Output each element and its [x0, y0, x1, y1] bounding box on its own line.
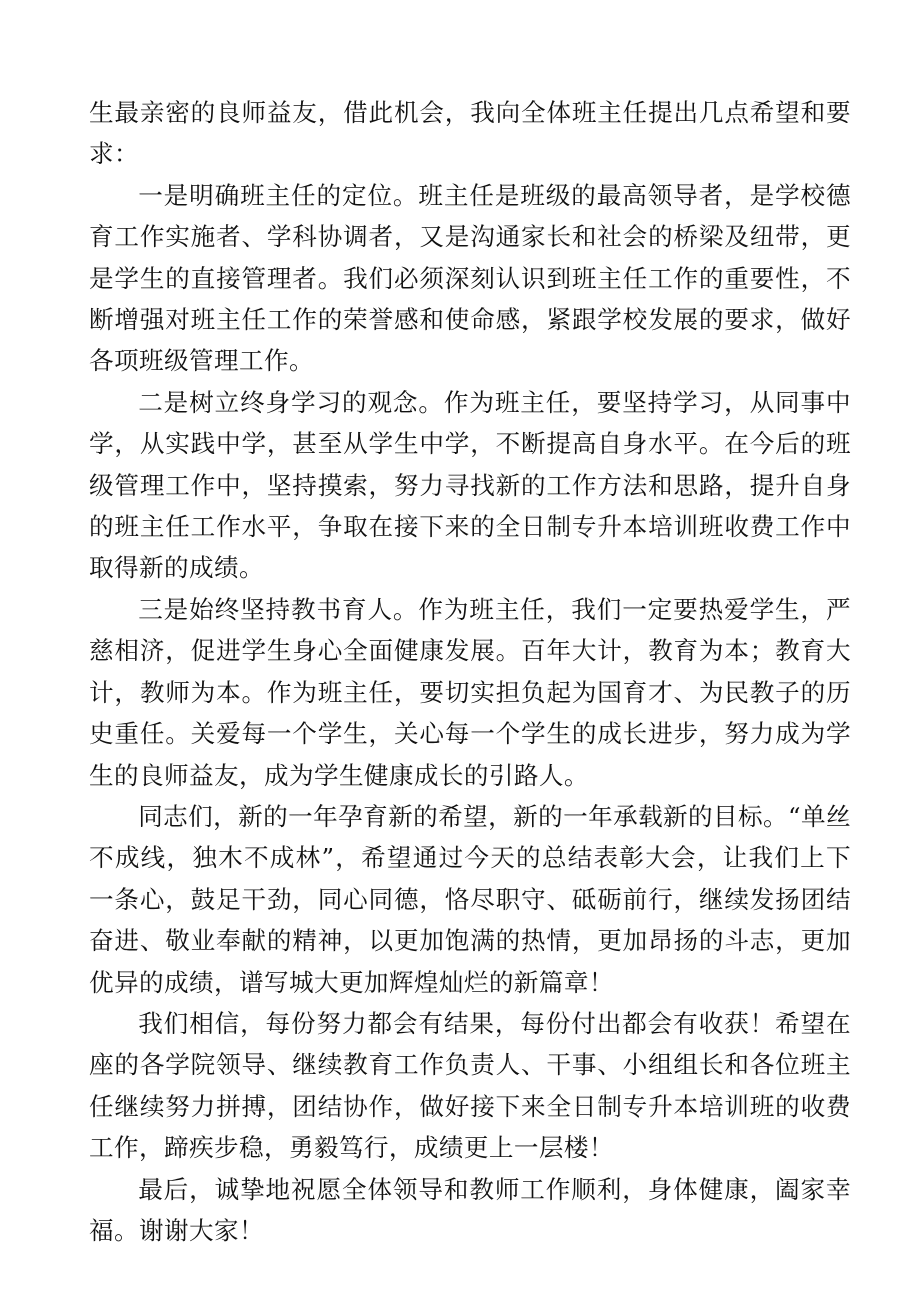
paragraph-belief: 我们相信，每份努力都会有结果，每份付出都会有收获！希望在座的各学院领导、继续教育工作负责人、干事、小组组长和各位班主任继续努力拼搏，团结协作，做好接下来全日制专升本培训班的收费工作，蹄疾步稳，勇毅笃行，成绩更上一层楼！: [89, 1008, 851, 1163]
document-body: [89, 92, 851, 1251]
paragraph-point-one: 一是明确班主任的定位。班主任是班级的最高领导者，是学校德育工作实施者、学科协调者，又是沟通家长和社会的桥梁及纽带，更是学生的直接管理者。我们必须深刻认识到班主任工作的重要性，不断增强对班主任工作的荣誉感和使命感，紧跟学校发展的要求，做好各项班级管理工作。: [89, 180, 851, 376]
paragraph-point-two: 二是树立终身学习的观念。作为班主任，要坚持学习，从同事中学，从实践中学，甚至从学生中学，不断提高自身水平。在今后的班级管理工作中，坚持摸索，努力寻找新的工作方法和思路，提升自身的班主任工作水平，争取在接下来的全日制专升本培训班收费工作中取得新的成绩。: [89, 387, 851, 583]
paragraph-closing: 最后，诚挚地祝愿全体领导和教师工作顺利，身体健康，阖家幸福。谢谢大家！: [89, 1174, 851, 1245]
paragraph-intro-continuation: 生最亲密的良师益友，借此机会，我向全体班主任提出几点希望和要求：: [89, 98, 851, 169]
paragraph-comrades: 同志们，新的一年孕育新的希望，新的一年承载新的目标。“单丝不成线，独木不成林”，希望通过今天的总结表彰大会，让我们上下一条心，鼓足干劲，同心同德，恪尽职守、砥砺前行，继续发扬团结奋进、敬业奉献的精神，以更加饱满的热情，更加昂扬的斗志，更加优异的成绩，谱写城大更加辉煌灿烂的新篇章！: [89, 801, 851, 997]
paragraph-point-three: 三是始终坚持教书育人。作为班主任，我们一定要热爱学生，严慈相济，促进学生身心全面健康发展。百年大计，教育为本；教育大计，教师为本。作为班主任，要切实担负起为国育才、为民教子的历史重任。关爱每一个学生，关心每一个学生的成长进步，努力成为学生的良师益友，成为学生健康成长的引路人。: [89, 594, 851, 790]
